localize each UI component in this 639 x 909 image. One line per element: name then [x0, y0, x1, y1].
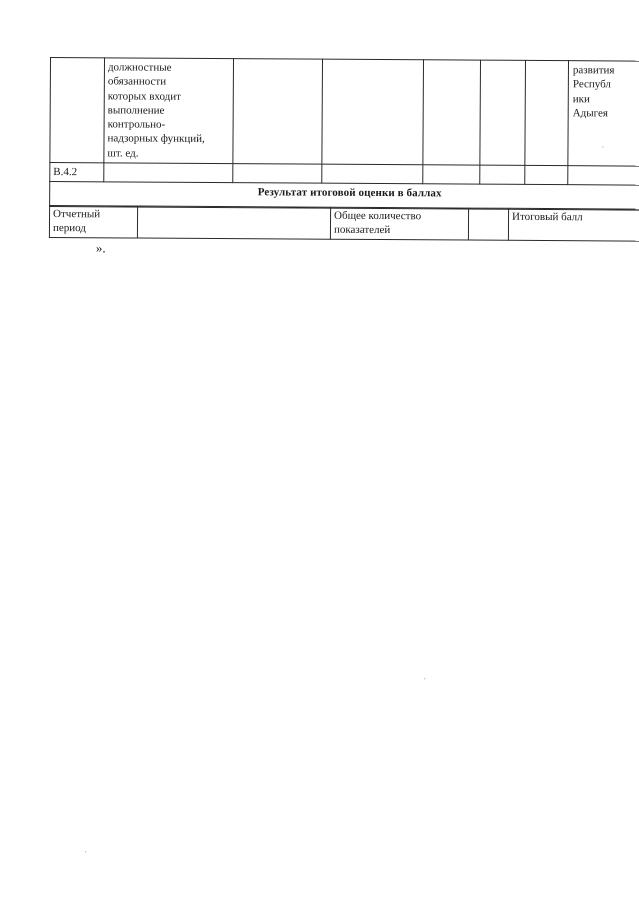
indicator-description: должностные обязанности которых входит выполнение контрольно- надзорных функций, шт. ед.	[104, 58, 234, 164]
table-cell	[233, 59, 323, 165]
result-table	[49, 205, 639, 242]
table-cell	[480, 60, 526, 165]
final-score-label: Итоговый балл	[508, 208, 639, 241]
row-code-cell	[50, 58, 105, 163]
period-value-cell	[137, 206, 330, 239]
total-indicators-label: Общее количество показателей	[330, 207, 468, 240]
row-code-cell: B.4.2	[50, 163, 104, 183]
total-indicators-value-cell	[468, 208, 508, 240]
table-cell	[322, 164, 423, 184]
table-cell	[233, 164, 322, 184]
table-row	[50, 58, 639, 167]
scan-speck	[602, 146, 603, 147]
table-cell	[423, 165, 480, 185]
indicators-table	[49, 57, 639, 211]
table-cell	[525, 60, 569, 165]
scan-speck	[85, 851, 86, 852]
section-title: Результат итоговой оценки в баллах	[50, 182, 639, 211]
table-cell	[480, 165, 525, 185]
table-cell	[423, 60, 481, 165]
period-label: Отчетный период	[49, 206, 137, 239]
table-cell	[104, 163, 233, 183]
table-row	[49, 206, 639, 242]
table-cell	[525, 165, 568, 185]
scan-speck	[424, 678, 425, 679]
responsible-agency: развития Республ ики Адыгея	[568, 61, 639, 167]
closing-quote-mark: ».	[95, 240, 106, 256]
table-cell	[322, 59, 424, 165]
table-cell	[568, 166, 639, 186]
